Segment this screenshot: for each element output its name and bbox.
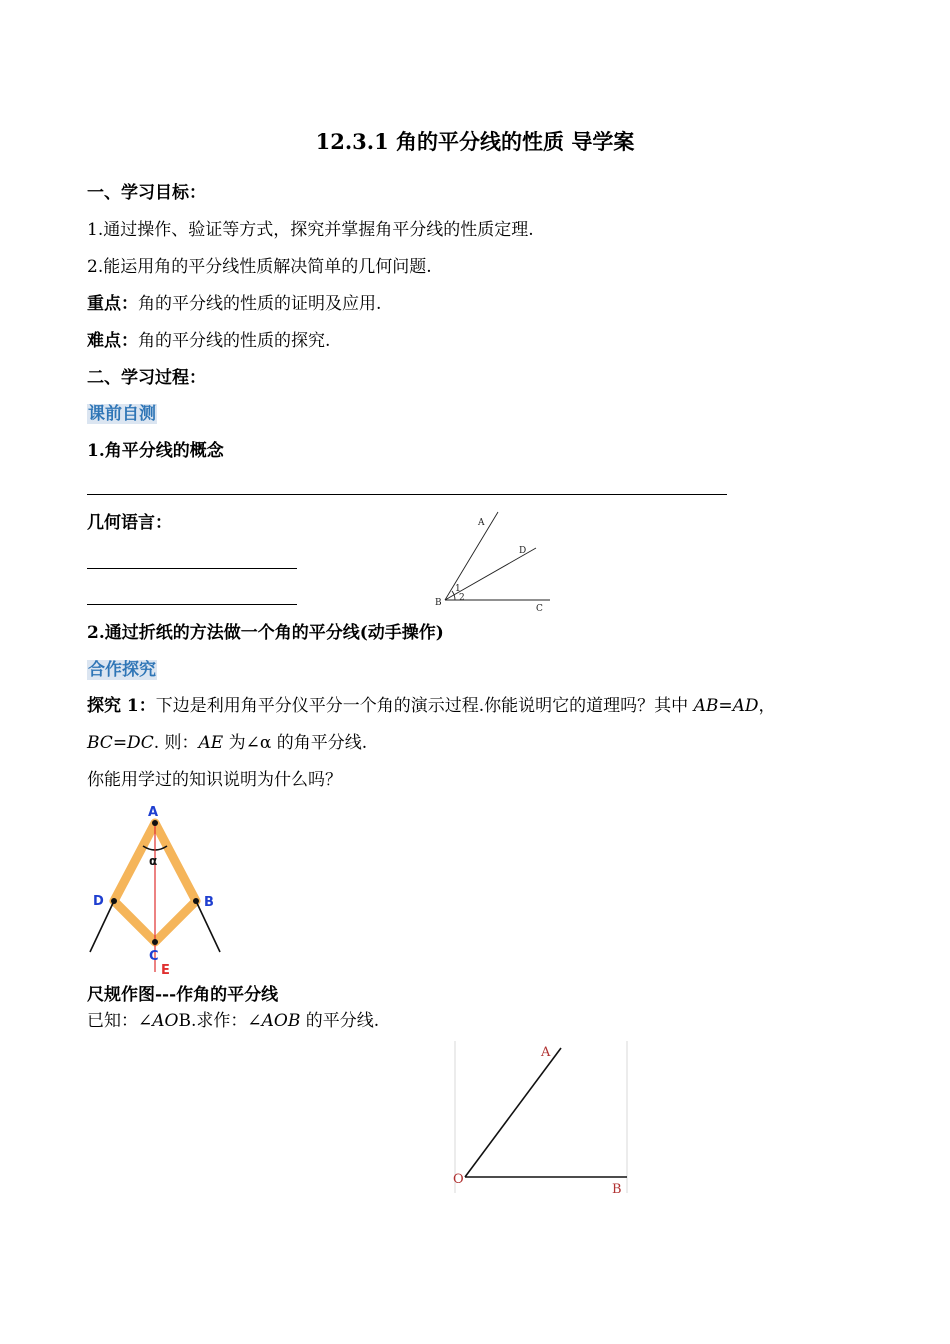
label-d: D	[93, 894, 104, 909]
page-title: 12.3.1 角的平分线的性质 导学案	[315, 129, 635, 154]
key-text: 角的平分线的性质的证明及应用.	[138, 294, 382, 314]
angle-bisector-figure	[430, 505, 560, 615]
key-point	[87, 293, 381, 315]
folding-heading: 2.通过折纸的方法做一个角的平分线(动手操作)	[87, 623, 444, 643]
goal-1: 1.通过操作、验证等方式，探究并掌握角平分线的性质定理.	[87, 220, 534, 240]
comma: ，	[758, 696, 776, 716]
difficulty-label: 难点：	[87, 331, 138, 351]
section-1-heading: 一、学习目标：	[87, 183, 206, 203]
label-e: E	[161, 963, 170, 978]
label-angle-2: 2	[459, 593, 465, 603]
construction-heading: 尺规作图---作角的平分线	[87, 985, 279, 1005]
question-text: 你能用学过的知识说明为什么吗？	[87, 770, 342, 790]
label-a: A	[148, 805, 159, 820]
bc-equals-dc: BC=DC	[87, 733, 154, 753]
key-label: 重点：	[87, 294, 138, 314]
angle-aob: AO	[152, 1011, 179, 1031]
bisector-text: 为∠α 的角平分线.	[223, 733, 368, 753]
explore-text: 下边是利用角平分仪平分一个角的演示过程.你能说明它的道理吗？其中	[155, 696, 694, 716]
known-middle: B.求作：∠	[178, 1011, 262, 1031]
angle-aob: AOB	[261, 1011, 301, 1031]
label-a: A	[478, 518, 485, 528]
answer-line	[87, 568, 297, 569]
cooperation-heading: 合作探究	[88, 660, 156, 680]
label-a: A	[541, 1045, 551, 1060]
explore-label: 探究 1：	[87, 696, 156, 716]
difficulty-point	[87, 330, 330, 352]
label-b: B	[204, 895, 214, 910]
ab-equals-ad: AB=AD	[693, 696, 759, 716]
bisector-instrument-figure	[85, 800, 235, 980]
label-b: B	[612, 1182, 622, 1197]
difficulty-text: 角的平分线的性质的探究.	[138, 331, 331, 351]
label-c: C	[536, 604, 543, 614]
known-prefix: 已知：∠	[87, 1011, 153, 1031]
known-suffix: 的平分线.	[300, 1011, 380, 1031]
then-text: . 则：	[153, 733, 199, 753]
angle-aob-figure	[445, 1038, 635, 1198]
known-text	[87, 1010, 379, 1032]
concept-heading: 1.角平分线的概念	[87, 441, 224, 461]
answer-line	[87, 604, 297, 605]
section-2-heading: 二、学习过程：	[87, 368, 206, 388]
label-d: D	[519, 546, 527, 556]
goal-2: 2.能运用角的平分线性质解决简单的几何问题.	[87, 257, 432, 277]
ae: AE	[198, 733, 224, 753]
label-angle-1: 1	[455, 584, 461, 594]
pre-test-heading: 课前自测	[88, 404, 156, 424]
answer-line	[87, 494, 727, 495]
geometry-language-label: 几何语言：	[87, 513, 172, 533]
explore-1-line-2	[87, 732, 367, 754]
label-alpha: α	[149, 854, 158, 868]
label-c: C	[149, 949, 159, 964]
label-o: O	[453, 1172, 464, 1187]
explore-1-line-1	[87, 695, 775, 717]
label-b: B	[435, 598, 442, 608]
